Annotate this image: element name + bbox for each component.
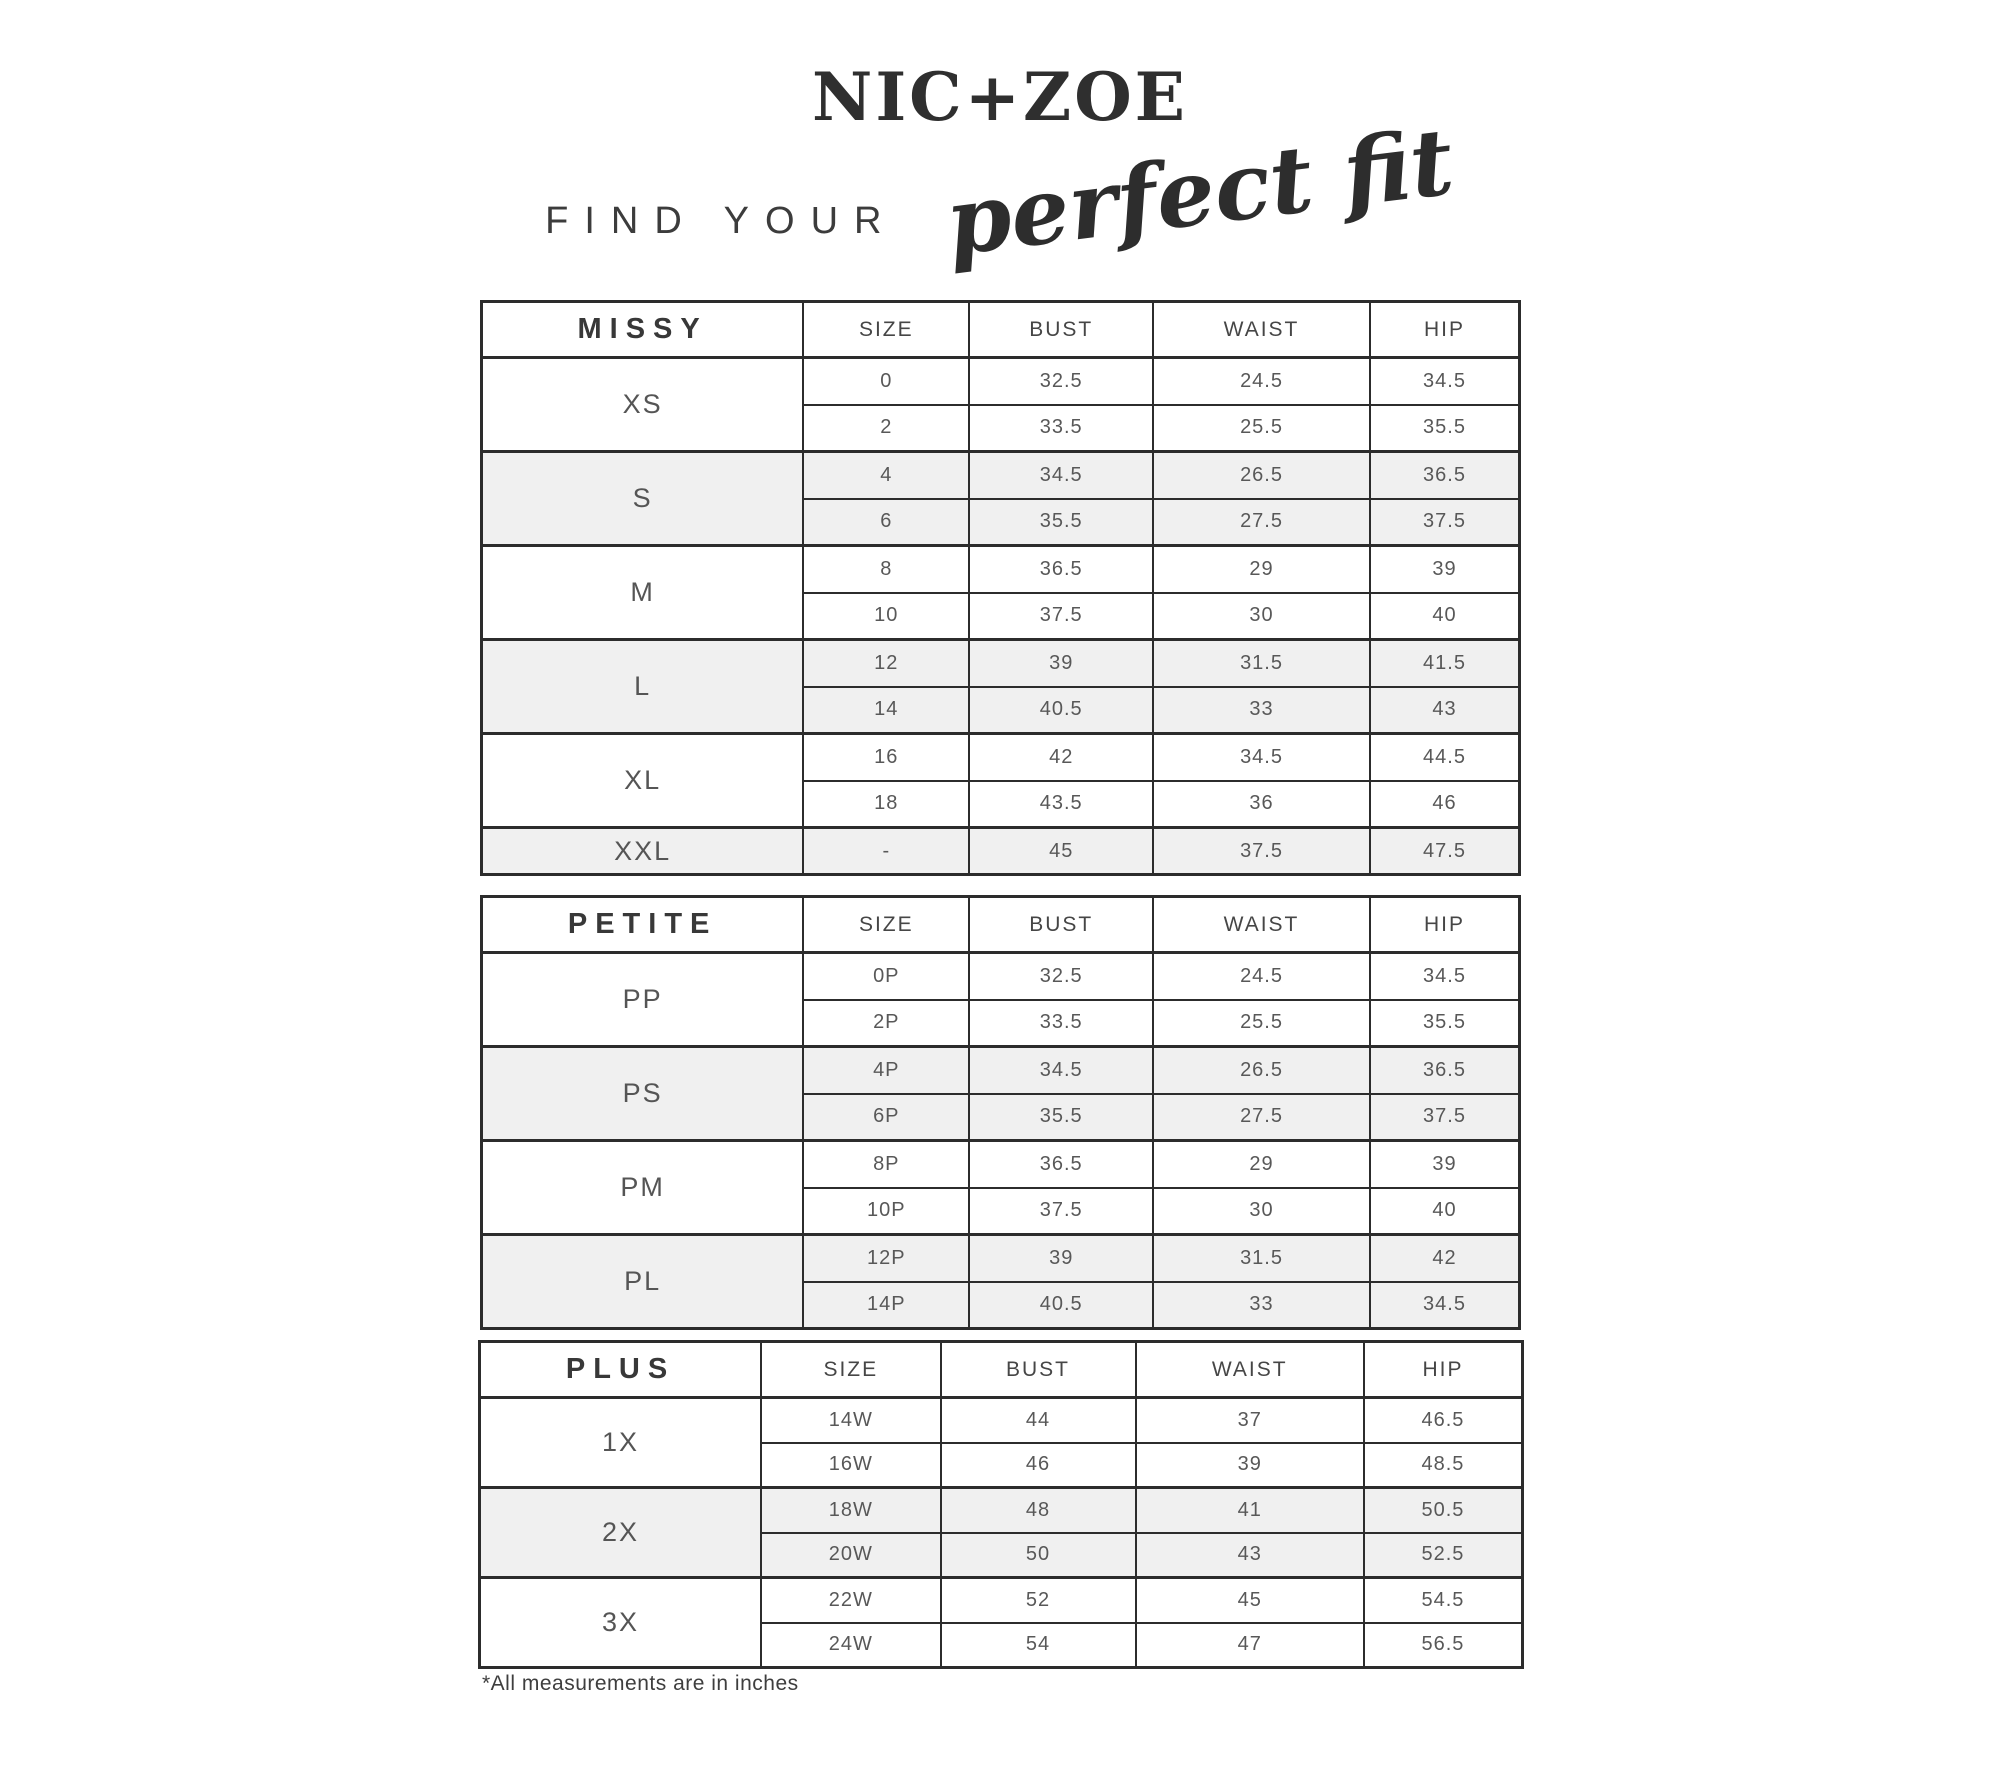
cell-waist: 24.5 bbox=[1153, 953, 1370, 1000]
cell-waist: 37.5 bbox=[1153, 828, 1370, 875]
column-header-hip: HIP bbox=[1370, 897, 1520, 953]
cell-bust: 37.5 bbox=[969, 1188, 1153, 1235]
tagline bbox=[0, 107, 2000, 277]
cell-size: 10 bbox=[803, 593, 969, 640]
cell-hip: 52.5 bbox=[1364, 1533, 1523, 1578]
cell-hip: 42 bbox=[1370, 1235, 1520, 1282]
cell-hip: 50.5 bbox=[1364, 1488, 1523, 1533]
table-row bbox=[482, 640, 1520, 687]
size-group-label: XXL bbox=[482, 828, 804, 875]
cell-waist: 25.5 bbox=[1153, 1000, 1370, 1047]
cell-hip: 37.5 bbox=[1370, 499, 1520, 546]
cell-bust: 54 bbox=[941, 1623, 1136, 1668]
brand-logo: NIC+ZOE bbox=[811, 58, 1188, 136]
tagline-prefix-text: FIND YOUR bbox=[545, 200, 898, 242]
tagline-script-text: perfect fit bbox=[940, 107, 1460, 277]
size-group-label: XS bbox=[482, 358, 804, 452]
cell-hip: 46.5 bbox=[1364, 1398, 1523, 1443]
cell-bust: 40.5 bbox=[969, 1282, 1153, 1329]
cell-bust: 40.5 bbox=[969, 687, 1153, 734]
cell-waist: 30 bbox=[1153, 1188, 1370, 1235]
size-group-label: 2X bbox=[480, 1488, 762, 1578]
cell-size: 24W bbox=[761, 1623, 940, 1668]
cell-bust: 36.5 bbox=[969, 1141, 1153, 1188]
cell-bust: 39 bbox=[969, 640, 1153, 687]
cell-size: 14 bbox=[803, 687, 969, 734]
cell-bust: 33.5 bbox=[969, 405, 1153, 452]
cell-size: 20W bbox=[761, 1533, 940, 1578]
cell-waist: 34.5 bbox=[1153, 734, 1370, 781]
cell-bust: 32.5 bbox=[969, 358, 1153, 405]
cell-hip: 34.5 bbox=[1370, 1282, 1520, 1329]
cell-hip: 36.5 bbox=[1370, 1047, 1520, 1094]
table-row bbox=[482, 734, 1520, 781]
column-header-size: SIZE bbox=[761, 1342, 940, 1398]
cell-size: 14W bbox=[761, 1398, 940, 1443]
table-row bbox=[480, 1398, 1523, 1443]
petite-size-table bbox=[480, 895, 1521, 1330]
cell-hip: 36.5 bbox=[1370, 452, 1520, 499]
petite-table-section bbox=[480, 895, 1521, 1330]
column-header-waist: WAIST bbox=[1153, 897, 1370, 953]
cell-hip: 40 bbox=[1370, 1188, 1520, 1235]
cell-bust: 32.5 bbox=[969, 953, 1153, 1000]
cell-hip: 54.5 bbox=[1364, 1578, 1523, 1623]
cell-size: 8P bbox=[803, 1141, 969, 1188]
cell-waist: 30 bbox=[1153, 593, 1370, 640]
cell-size: - bbox=[803, 828, 969, 875]
cell-bust: 45 bbox=[969, 828, 1153, 875]
size-group-label: XL bbox=[482, 734, 804, 828]
cell-size: 12P bbox=[803, 1235, 969, 1282]
cell-waist: 36 bbox=[1153, 781, 1370, 828]
cell-waist: 27.5 bbox=[1153, 1094, 1370, 1141]
measurements-footnote: *All measurements are in inches bbox=[482, 1672, 799, 1695]
cell-bust: 42 bbox=[969, 734, 1153, 781]
cell-size: 8 bbox=[803, 546, 969, 593]
plus-size-table bbox=[478, 1340, 1524, 1669]
table-row bbox=[482, 828, 1520, 875]
cell-hip: 39 bbox=[1370, 546, 1520, 593]
cell-hip: 43 bbox=[1370, 687, 1520, 734]
missy-size-table bbox=[480, 300, 1521, 876]
cell-waist: 45 bbox=[1136, 1578, 1364, 1623]
cell-size: 2P bbox=[803, 1000, 969, 1047]
cell-bust: 35.5 bbox=[969, 499, 1153, 546]
size-group-label: PM bbox=[482, 1141, 804, 1235]
column-header-waist: WAIST bbox=[1136, 1342, 1364, 1398]
cell-bust: 43.5 bbox=[969, 781, 1153, 828]
cell-hip: 46 bbox=[1370, 781, 1520, 828]
cell-size: 16 bbox=[803, 734, 969, 781]
cell-hip: 34.5 bbox=[1370, 953, 1520, 1000]
cell-hip: 40 bbox=[1370, 593, 1520, 640]
cell-size: 10P bbox=[803, 1188, 969, 1235]
cell-size: 6P bbox=[803, 1094, 969, 1141]
cell-size: 4P bbox=[803, 1047, 969, 1094]
table-row bbox=[482, 452, 1520, 499]
table-header-row bbox=[482, 897, 1520, 953]
cell-waist: 43 bbox=[1136, 1533, 1364, 1578]
table-row bbox=[482, 1141, 1520, 1188]
cell-bust: 39 bbox=[969, 1235, 1153, 1282]
column-header-hip: HIP bbox=[1370, 302, 1520, 358]
cell-hip: 34.5 bbox=[1370, 358, 1520, 405]
cell-waist: 31.5 bbox=[1153, 640, 1370, 687]
cell-bust: 48 bbox=[941, 1488, 1136, 1533]
cell-size: 14P bbox=[803, 1282, 969, 1329]
cell-waist: 33 bbox=[1153, 687, 1370, 734]
column-header-waist: WAIST bbox=[1153, 302, 1370, 358]
table-row bbox=[482, 1047, 1520, 1094]
column-header-bust: BUST bbox=[969, 897, 1153, 953]
column-header-bust: BUST bbox=[969, 302, 1153, 358]
cell-bust: 46 bbox=[941, 1443, 1136, 1488]
cell-hip: 35.5 bbox=[1370, 1000, 1520, 1047]
size-group-label: S bbox=[482, 452, 804, 546]
cell-waist: 29 bbox=[1153, 546, 1370, 593]
missy-table-section bbox=[480, 300, 1521, 876]
cell-size: 18W bbox=[761, 1488, 940, 1533]
cell-waist: 33 bbox=[1153, 1282, 1370, 1329]
cell-waist: 37 bbox=[1136, 1398, 1364, 1443]
cell-bust: 36.5 bbox=[969, 546, 1153, 593]
cell-waist: 39 bbox=[1136, 1443, 1364, 1488]
cell-size: 12 bbox=[803, 640, 969, 687]
table-title: PLUS bbox=[480, 1342, 762, 1398]
cell-hip: 35.5 bbox=[1370, 405, 1520, 452]
table-row bbox=[482, 546, 1520, 593]
size-group-label: 3X bbox=[480, 1578, 762, 1668]
cell-size: 0 bbox=[803, 358, 969, 405]
cell-size: 18 bbox=[803, 781, 969, 828]
table-header-row bbox=[480, 1342, 1523, 1398]
cell-hip: 48.5 bbox=[1364, 1443, 1523, 1488]
cell-hip: 47.5 bbox=[1370, 828, 1520, 875]
cell-hip: 39 bbox=[1370, 1141, 1520, 1188]
column-header-bust: BUST bbox=[941, 1342, 1136, 1398]
cell-hip: 56.5 bbox=[1364, 1623, 1523, 1668]
cell-size: 4 bbox=[803, 452, 969, 499]
cell-size: 0P bbox=[803, 953, 969, 1000]
column-header-size: SIZE bbox=[803, 897, 969, 953]
cell-waist: 26.5 bbox=[1153, 452, 1370, 499]
cell-waist: 29 bbox=[1153, 1141, 1370, 1188]
size-group-label: M bbox=[482, 546, 804, 640]
table-row bbox=[482, 1235, 1520, 1282]
table-title: MISSY bbox=[482, 302, 804, 358]
size-group-label: PL bbox=[482, 1235, 804, 1329]
cell-bust: 35.5 bbox=[969, 1094, 1153, 1141]
size-group-label: L bbox=[482, 640, 804, 734]
plus-table-section bbox=[478, 1340, 1524, 1669]
cell-waist: 31.5 bbox=[1153, 1235, 1370, 1282]
cell-waist: 41 bbox=[1136, 1488, 1364, 1533]
size-group-label: PP bbox=[482, 953, 804, 1047]
size-group-label: PS bbox=[482, 1047, 804, 1141]
table-row bbox=[480, 1578, 1523, 1623]
cell-bust: 34.5 bbox=[969, 1047, 1153, 1094]
table-row bbox=[482, 358, 1520, 405]
cell-bust: 44 bbox=[941, 1398, 1136, 1443]
cell-bust: 34.5 bbox=[969, 452, 1153, 499]
cell-size: 22W bbox=[761, 1578, 940, 1623]
cell-hip: 37.5 bbox=[1370, 1094, 1520, 1141]
cell-bust: 50 bbox=[941, 1533, 1136, 1578]
column-header-hip: HIP bbox=[1364, 1342, 1523, 1398]
cell-size: 6 bbox=[803, 499, 969, 546]
table-title: PETITE bbox=[482, 897, 804, 953]
size-group-label: 1X bbox=[480, 1398, 762, 1488]
cell-size: 2 bbox=[803, 405, 969, 452]
cell-waist: 47 bbox=[1136, 1623, 1364, 1668]
cell-waist: 27.5 bbox=[1153, 499, 1370, 546]
cell-waist: 25.5 bbox=[1153, 405, 1370, 452]
cell-bust: 33.5 bbox=[969, 1000, 1153, 1047]
cell-hip: 41.5 bbox=[1370, 640, 1520, 687]
table-row bbox=[480, 1488, 1523, 1533]
column-header-size: SIZE bbox=[803, 302, 969, 358]
cell-bust: 52 bbox=[941, 1578, 1136, 1623]
cell-waist: 24.5 bbox=[1153, 358, 1370, 405]
cell-waist: 26.5 bbox=[1153, 1047, 1370, 1094]
cell-bust: 37.5 bbox=[969, 593, 1153, 640]
table-header-row bbox=[482, 302, 1520, 358]
cell-size: 16W bbox=[761, 1443, 940, 1488]
table-row bbox=[482, 953, 1520, 1000]
cell-hip: 44.5 bbox=[1370, 734, 1520, 781]
